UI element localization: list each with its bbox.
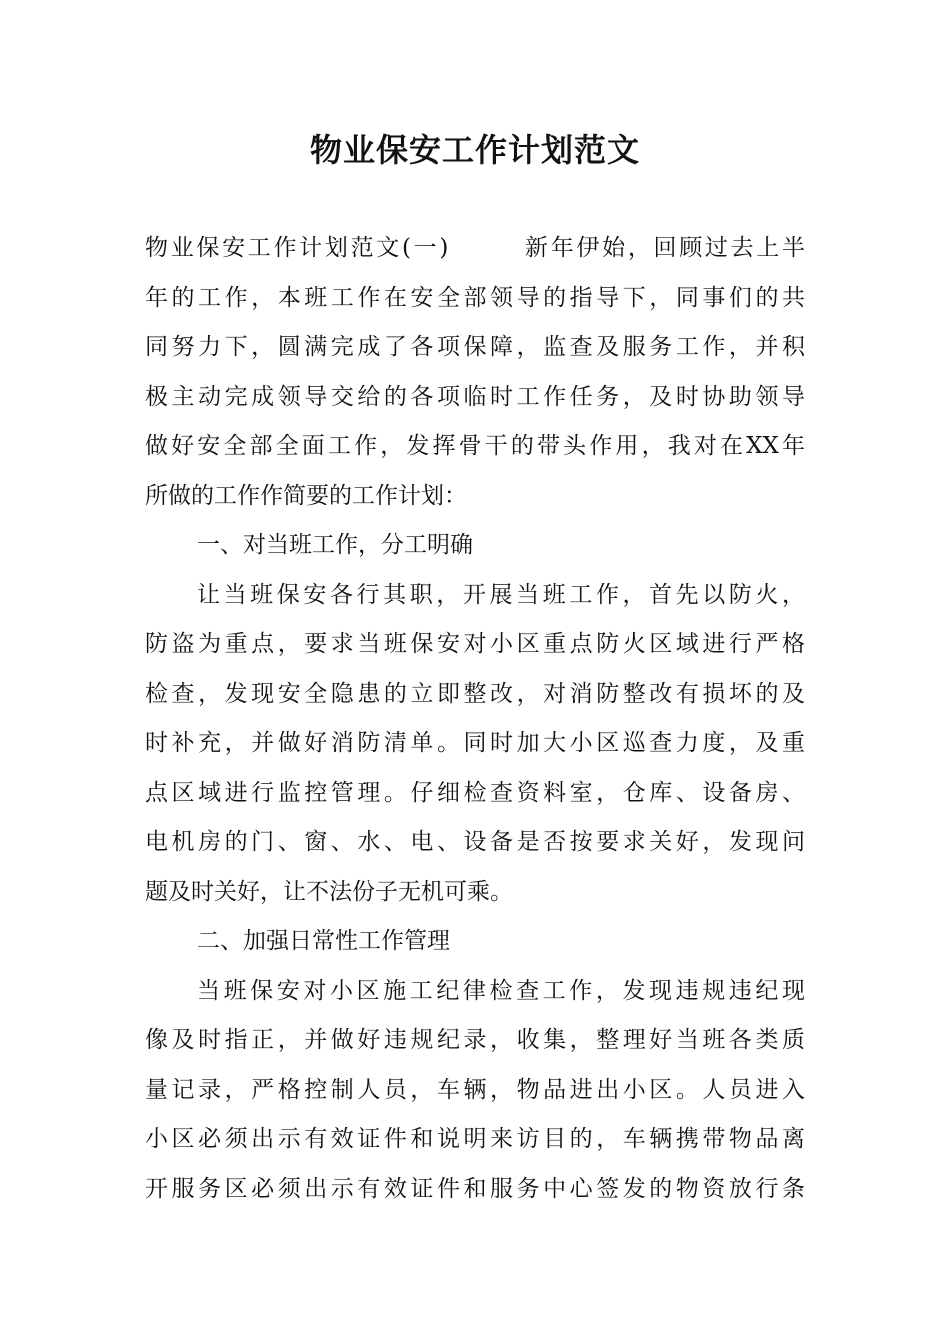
- paragraph-line: 量记录，严格控制人员，车辆，物品进出小区。人员进入: [145, 1076, 805, 1103]
- intro-line-1: [145, 224, 805, 274]
- intro-line: 年的工作，本班工作在安全部领导的指导下，同事们的共: [145, 284, 805, 311]
- paragraph-line: 当班保安对小区施工纪律检查工作，发现违规违纪现: [197, 977, 805, 1004]
- paragraph-line: 时补充，并做好消防清单。同时加大小区巡查力度，及重: [145, 730, 805, 756]
- paragraph-line: 像及时指正，并做好违规纪录，收集，整理好当班各类质: [145, 1027, 805, 1053]
- intro-line: 做好安全部全面工作，发挥骨干的带头作用，我对在XX年: [145, 433, 805, 459]
- intro-line: 极主动完成领导交给的各项临时工作任务，及时协助领导: [145, 383, 805, 410]
- paragraph-line: 防盗为重点，要求当班保安对小区重点防火区域进行严格: [145, 631, 805, 657]
- intro-line: 所做的工作作简要的工作计划：: [145, 482, 467, 509]
- paragraph-line: 让当班保安各行其职，开展当班工作，首先以防火，: [197, 581, 805, 608]
- paragraph-line: 小区必须出示有效证件和说明来访目的，车辆携带物品离: [145, 1126, 805, 1152]
- document-body: [145, 224, 805, 1214]
- document-title: 物业保安工作计划范文: [309, 131, 640, 169]
- section-heading: 一、对当班工作，分工明确: [197, 532, 473, 558]
- paragraph-line: 检查，发现安全隐患的立即整改，对消防整改有损坏的及: [145, 680, 805, 707]
- paragraph-line: 题及时关好，让不法份子无机可乘。: [145, 878, 513, 905]
- paragraph-line: 电机房的门、窗、水、电、设备是否按要求关好，发现问: [145, 829, 805, 855]
- section-heading: 二、加强日常性工作管理: [197, 928, 450, 954]
- paragraph-line: 开服务区必须出示有效证件和服务中心签发的物资放行条: [145, 1175, 805, 1202]
- intro-lead: 物业保安工作计划范文(一): [145, 235, 449, 261]
- intro-line: 同努力下，圆满完成了各项保障，监查及服务工作，并积: [145, 334, 805, 360]
- intro-first-line-rest: 新年伊始，回顾过去上半: [522, 235, 805, 261]
- paragraph-line: 点区域进行监控管理。仔细检查资料室，仓库、设备房、: [145, 779, 805, 806]
